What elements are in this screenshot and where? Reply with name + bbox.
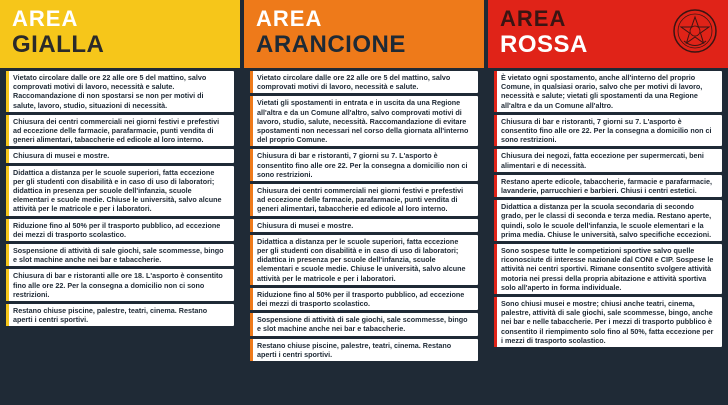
rule-card: [494, 244, 722, 294]
rule-card: [6, 269, 234, 301]
rule-card: [494, 175, 722, 197]
rule-card: [494, 115, 722, 147]
rule-text: Vietati gli spostamenti in entrata e in uscita da una Regione all'altra e da un Comune all'altro, salvo comprovati motivi di lavoro, studio, salute, necessità. Raccomandazione di evitare spostamenti non necessari nel corso della giornata all'interno del proprio Comune.: [257, 98, 469, 145]
rule-text: Didattica a distanza per la scuola secondaria di secondo grado, per le classi di seconda e terza media. Restano aperte, quindi, solo le scuole dell'infanzia, le scuole elementari e la prima media. Chiuse le università, salvo specifiche eccezioni.: [501, 202, 712, 239]
rule-card: [494, 149, 722, 171]
rule-card: [250, 288, 478, 310]
rule-text: Riduzione fino al 50% per il trasporto pubblico, ad eccezione dei mezzi di trasporto scolastico.: [257, 289, 465, 309]
rule-card: [6, 166, 234, 216]
rules-list: [488, 68, 728, 405]
rule-text: Chiusura di musei e mostre.: [13, 151, 110, 161]
rule-card: [6, 244, 234, 266]
rule-text: Riduzione fino al 50% per il trasporto pubblico, ad eccezione dei mezzi di trasporto scolastico.: [13, 220, 221, 239]
rule-card: [250, 235, 478, 285]
rule-text: Sono sospese tutte le competizioni sportive salvo quelle riconosciute di interesse nazionale dal CONI e CIP. Sospese le attività nei centri sportivi. Rimane consentito svolgere attività motoria nei pressi della propria abitazione e attività sportiva solo all'aperto in forma individuale.: [501, 246, 714, 292]
rule-text: Sospensione di attività di sale giochi, sale scommesse, bingo e slot machine anche nei bar e tabaccherie.: [257, 315, 468, 334]
zone-title: ROSSA: [500, 31, 588, 58]
rule-text: Chiusura di bar e ristoranti alle ore 18. L'asporto è consentito fino alle ore 22. Per la consegna a domicilio non ci sono restrizioni.: [13, 271, 223, 299]
italian-republic-emblem-icon: [672, 8, 718, 54]
rule-text: Sono chiusi musei e mostre; chiusi anche teatri, cinema, palestre, attività di sale giochi, sale scommesse, bingo, anche nei bar e nelle tabaccherie. Per i mezzi di trasporto pubblico è consentito il riempimento solo fino al 50%, fatta eccezione per i mezzi di trasporto scolastico.: [501, 299, 714, 345]
rule-card: [494, 200, 722, 241]
zone-title: GIALLA: [12, 31, 105, 58]
rule-card: [6, 115, 234, 147]
rules-list: [0, 68, 240, 405]
rule-card: [494, 71, 722, 112]
rule-card: [6, 149, 234, 162]
zone-title: ARANCIONE: [256, 31, 406, 58]
area-label: AREA: [500, 6, 567, 31]
rule-text: Chiusura di musei e mostre.: [257, 220, 354, 230]
rule-text: Restano chiuse piscine, palestre, teatri, cinema. Restano aperti i centri sportivi.: [257, 340, 452, 359]
rule-card: [250, 184, 478, 216]
rule-text: Sospensione di attività di sale giochi, sale scommesse, bingo e slot machine anche nei bar e tabaccherie.: [13, 246, 224, 265]
rule-card: [6, 304, 234, 326]
rule-text: Chiusura di bar e ristoranti, 7 giorni su 7. L'asporto è consentito fino alle ore 22. Per la consegna a domicilio non ci sono restrizioni.: [501, 116, 712, 145]
rule-card: [6, 219, 234, 241]
rule-text: Chiusura dei centri commerciali nei giorni festivi e prefestivi ad eccezione delle farmacie, parafarmacie, punti vendita di generi alimentari, tabaccherie ed edicole al loro interno.: [13, 116, 220, 145]
rule-text: Chiusura dei negozi, fatta eccezione per supermercati, beni alimentari e di necessità.: [501, 151, 704, 170]
rule-card: [250, 339, 478, 361]
rule-text: Vietato circolare dalle ore 22 alle ore 5 del mattino, salvo comprovati motivi di lavoro, necessità e salute.: [257, 73, 451, 92]
rule-card: [250, 96, 478, 146]
column-area-arancione: [244, 0, 484, 405]
rules-list: [244, 68, 484, 405]
column-header: [244, 0, 484, 62]
column-area-rossa: [488, 0, 728, 405]
rule-card: [250, 71, 478, 93]
area-label: AREA: [256, 6, 323, 31]
rule-text: Restano chiuse piscine, palestre, teatri, cinema. Restano aperti i centri sportivi.: [13, 306, 208, 325]
rule-text: Chiusura di bar e ristoranti, 7 giorni su 7. L'asporto è consentito fino alle ore 22. Per la consegna a domicilio non ci sono restrizioni.: [257, 151, 468, 179]
rule-text: Chiusura dei centri commerciali nei giorni festivi e prefestivi ad eccezione delle farmacie, parafarmacie, punti vendita di generi alimentari, tabaccherie ed edicole al loro interno.: [257, 186, 464, 214]
column-header: [488, 0, 728, 62]
rule-card: [6, 71, 234, 112]
column-header: [0, 0, 240, 62]
column-area-gialla: [0, 0, 240, 405]
rule-text: Didattica a distanza per le scuole superiori, fatta eccezione per gli studenti con disabilità e in caso di uso di laboratori; didattica in presenza per scuole dell'infanzia, scuole elementari e scuole medie. Chiuse le università, salvo alcune attività per le matricole e per i laboratori.: [257, 236, 466, 283]
rule-text: Vietato circolare dalle ore 22 alle ore 5 del mattino, salvo comprovati motivi di lavoro, necessità e salute. Raccomandazione di non spostarsi se non per motivi di salute, lavoro, studio, situazioni di necessità.: [13, 73, 207, 110]
rule-card: [250, 149, 478, 181]
rule-card: [250, 313, 478, 335]
rule-text: Didattica a distanza per le scuole superiori, fatta eccezione per gli studenti con disabilità e in caso di uso di laboratori; didattica in presenza per scuole dell'infanzia, scuole elementari e scuole medie. Chiuse le università, salvo alcune attività per le matricole e per i laboratori.: [13, 167, 222, 214]
rule-card: [494, 297, 722, 347]
rule-text: È vietato ogni spostamento, anche all'interno del proprio Comune, in qualsiasi orario, salvo che per motivi di lavoro, necessità e salute; vietati gli spostamenti da una Regione all'altra e da un Comune all'altro.: [501, 73, 703, 110]
rule-text: Restano aperte edicole, tabaccherie, farmacie e parafarmacie, lavanderie, parrucchieri e barbieri. Chiusi i centri estetici.: [501, 176, 712, 196]
rule-card: [250, 219, 478, 232]
area-label: AREA: [12, 6, 79, 31]
